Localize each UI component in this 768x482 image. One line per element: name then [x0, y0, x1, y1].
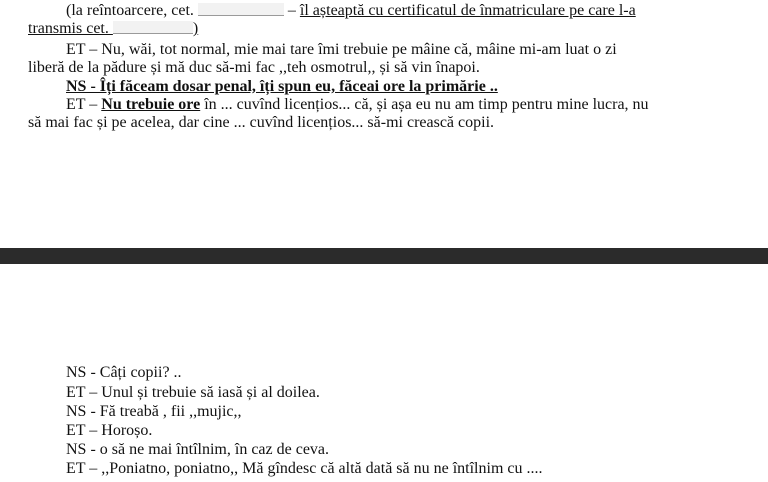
text-fragment: în ... cuvînd licențios... că, și așa eu nu am timp pentru mine lucra, nu — [200, 96, 649, 113]
dialogue-line: NS - Câți copii? .. — [66, 364, 182, 381]
underlined-text: transmis cet. — [28, 20, 113, 37]
underlined-text: ) — [192, 20, 199, 37]
dialogue-line: ET – Horoșo. — [66, 422, 153, 439]
redacted-name — [198, 3, 284, 16]
dialogue-line — [66, 96, 649, 114]
dialogue-line: să mai fac și pe acelea, dar cine ... cuvînd licențios... să-mi crească copii. — [28, 114, 495, 131]
page-separator — [0, 248, 768, 264]
paragraph-line — [66, 2, 636, 20]
dialogue-line: NS - Fă treabă , fii ,,mujic,, — [66, 403, 242, 420]
emphasis-text: Nu trebuie ore — [101, 96, 201, 113]
dialogue-line: NS - o să ne mai întîlnim, în caz de ceva. — [66, 441, 330, 458]
paragraph-line — [28, 20, 198, 38]
redacted-name — [113, 21, 193, 34]
text-fragment: – — [283, 2, 300, 19]
dialogue-line-emphasis: NS - Îți făceam dosar penal, îți spun eu, făceai ore la primărie .. — [66, 78, 498, 95]
document-page-bottom — [0, 264, 768, 482]
text-fragment: ET – — [66, 96, 102, 113]
underlined-text: îl așteaptă cu certificatul de înmatriculare pe care l-a — [299, 2, 636, 19]
dialogue-line: ET – ,,Poniatno, poniatno,, Mă gîndesc că altă dată să nu ne întîlnim cu .... — [66, 460, 543, 477]
dialogue-line: liberă de la pădure și mă duc să-mi fac ,,teh osmotrul,, și să vin înapoi. — [28, 59, 480, 76]
dialogue-line: ET – Unul și trebuie să iasă și al doilea. — [66, 384, 320, 401]
dialogue-line: ET – Nu, wăi, tot normal, mie mai tare îmi trebuie pe mâine că, mâine mi-am luat o zi — [66, 41, 617, 58]
text-fragment: (la reîntoarcere, cet. — [66, 2, 198, 19]
